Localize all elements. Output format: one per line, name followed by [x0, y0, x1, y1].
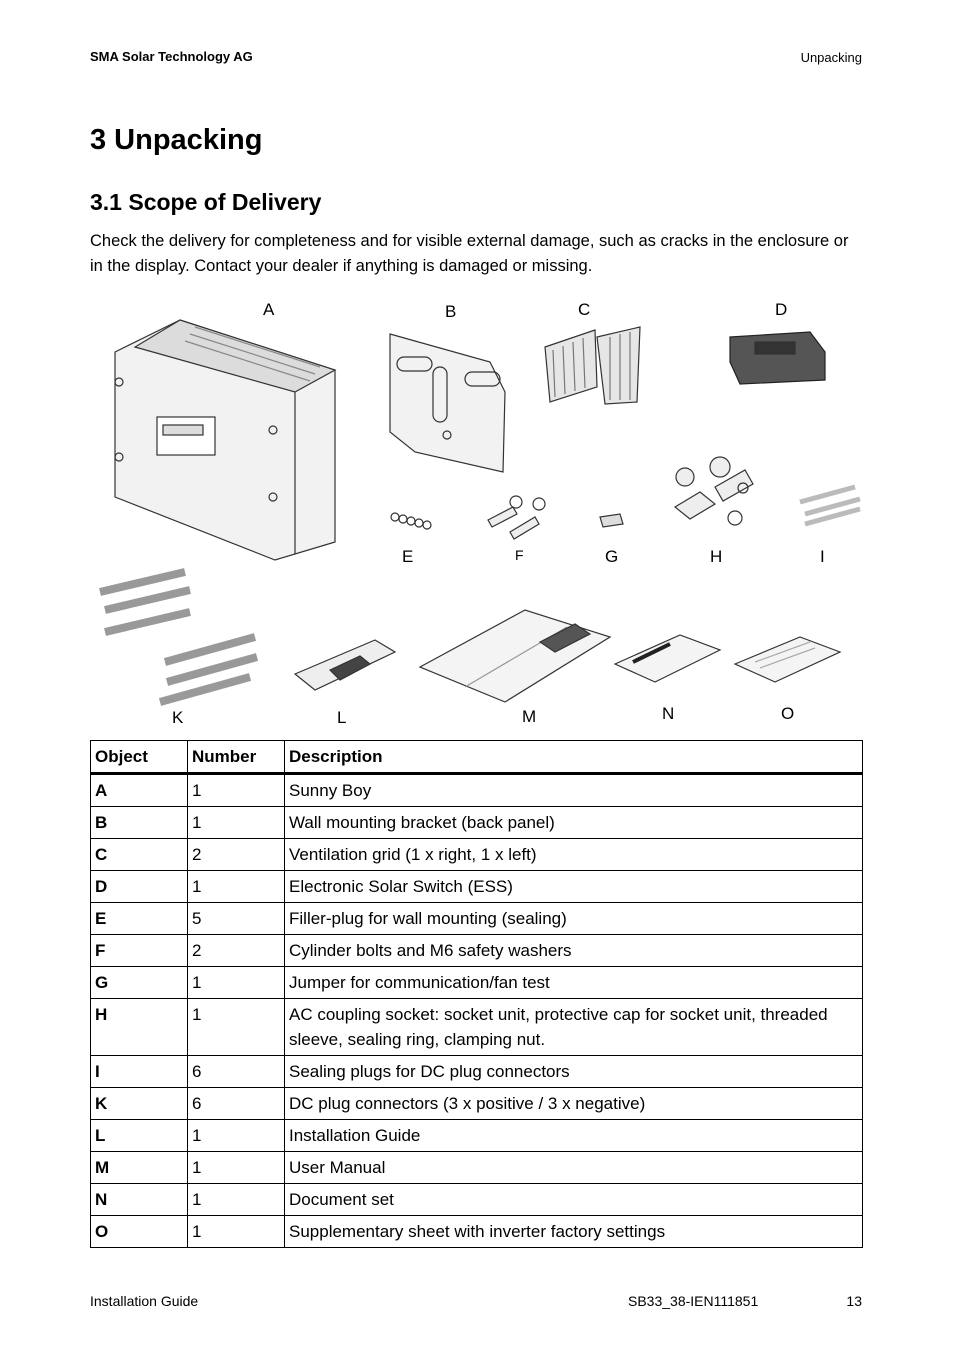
cell-object: N — [91, 1184, 188, 1216]
cell-number: 1 — [188, 807, 285, 839]
cell-number: 1 — [188, 1152, 285, 1184]
cell-number: 1 — [188, 1184, 285, 1216]
cell-description: Installation Guide — [285, 1120, 863, 1152]
cell-object: G — [91, 967, 188, 999]
table-row — [91, 935, 863, 967]
delivery-illustration — [85, 292, 870, 732]
cell-description: Filler-plug for wall mounting (sealing) — [285, 903, 863, 935]
document-set-drawing — [615, 635, 720, 682]
cell-object: A — [91, 774, 188, 807]
label-b: B — [445, 302, 457, 321]
cell-description: Wall mounting bracket (back panel) — [285, 807, 863, 839]
header-number: Number — [188, 741, 285, 774]
label-c: C — [578, 300, 591, 319]
jumper-drawing — [600, 514, 623, 527]
table-row — [91, 839, 863, 871]
cell-number: 1 — [188, 967, 285, 999]
filler-plugs-drawing — [391, 513, 431, 529]
cell-description: User Manual — [285, 1152, 863, 1184]
label-h: H — [710, 547, 723, 566]
label-f: F — [515, 547, 524, 563]
header-description: Description — [285, 741, 863, 774]
label-a: A — [263, 300, 275, 319]
cell-object: H — [91, 999, 188, 1056]
scope-table — [90, 740, 863, 1248]
label-k: K — [172, 708, 184, 727]
inverter-drawing — [115, 320, 335, 560]
cell-number: 6 — [188, 1056, 285, 1088]
cell-object: E — [91, 903, 188, 935]
ess-drawing — [730, 332, 825, 384]
cell-description: Jumper for communication/fan test — [285, 967, 863, 999]
dc-connectors-drawing — [100, 572, 257, 702]
cell-description: DC plug connectors (3 x positive / 3 x negative) — [285, 1088, 863, 1120]
table-row — [91, 967, 863, 999]
table-row — [91, 871, 863, 903]
table-header-row — [91, 741, 863, 774]
cell-number: 2 — [188, 935, 285, 967]
cell-object: I — [91, 1056, 188, 1088]
cell-object: C — [91, 839, 188, 871]
cell-number: 1 — [188, 1216, 285, 1248]
label-d: D — [775, 300, 788, 319]
cell-description: Sunny Boy — [285, 774, 863, 807]
label-i: I — [820, 547, 825, 566]
chapter-title: 3 Unpacking — [90, 124, 263, 156]
installation-guide-drawing — [295, 640, 395, 690]
cell-description: Ventilation grid (1 x right, 1 x left) — [285, 839, 863, 871]
footer-code: SB33_38-IEN111851 — [628, 1293, 759, 1309]
table-row — [91, 1152, 863, 1184]
table-row — [91, 1184, 863, 1216]
cell-number: 1 — [188, 774, 285, 807]
table-row — [91, 1056, 863, 1088]
table-row — [91, 1216, 863, 1248]
cell-object: D — [91, 871, 188, 903]
intro-paragraph: Check the delivery for completeness and for visible external damage, such as cracks in the enclosure or in the display. Contact your dealer if anything is damaged or missing. — [90, 232, 849, 275]
cell-object: B — [91, 807, 188, 839]
table-row — [91, 774, 863, 807]
sealing-plugs-drawing — [800, 487, 860, 524]
label-m: M — [522, 707, 537, 726]
header-object: Object — [91, 741, 188, 774]
table-row — [91, 903, 863, 935]
cell-number: 5 — [188, 903, 285, 935]
label-l: L — [337, 708, 347, 727]
ventilation-grid-drawing — [545, 327, 640, 404]
footer-page-number: 13 — [846, 1293, 862, 1309]
header-section: Unpacking — [800, 50, 862, 65]
table-row — [91, 999, 863, 1056]
cell-object: K — [91, 1088, 188, 1120]
user-manual-drawing — [420, 610, 610, 702]
label-o: O — [781, 704, 795, 723]
cell-object: F — [91, 935, 188, 967]
label-e: E — [402, 547, 414, 566]
label-g: G — [605, 547, 619, 566]
bracket-drawing — [390, 334, 505, 472]
cell-number: 1 — [188, 999, 285, 1056]
cell-number: 2 — [188, 839, 285, 871]
cell-description: AC coupling socket: socket unit, protective cap for socket unit, threaded sleeve, sealing ring, clamping nut. — [285, 999, 863, 1056]
ac-socket-drawing — [675, 457, 753, 525]
cell-description: Sealing plugs for DC plug connectors — [285, 1056, 863, 1088]
section-title: 3.1 Scope of Delivery — [90, 189, 322, 215]
supplementary-sheet-drawing — [735, 637, 840, 682]
cell-object: O — [91, 1216, 188, 1248]
table-row — [91, 1088, 863, 1120]
cell-description: Document set — [285, 1184, 863, 1216]
label-n: N — [662, 704, 675, 723]
table-row — [91, 1120, 863, 1152]
cell-number: 1 — [188, 871, 285, 903]
cell-object: L — [91, 1120, 188, 1152]
delivery-figure — [85, 292, 870, 732]
cell-number: 6 — [188, 1088, 285, 1120]
header-company: SMA Solar Technology AG — [90, 49, 253, 64]
cell-description: Supplementary sheet with inverter factory settings — [285, 1216, 863, 1248]
cell-description: Cylinder bolts and M6 safety washers — [285, 935, 863, 967]
footer-doc: Installation Guide — [90, 1293, 199, 1309]
cell-object: M — [91, 1152, 188, 1184]
table-row — [91, 807, 863, 839]
bolts-drawing — [488, 496, 545, 539]
cell-description: Electronic Solar Switch (ESS) — [285, 871, 863, 903]
cell-number: 1 — [188, 1120, 285, 1152]
